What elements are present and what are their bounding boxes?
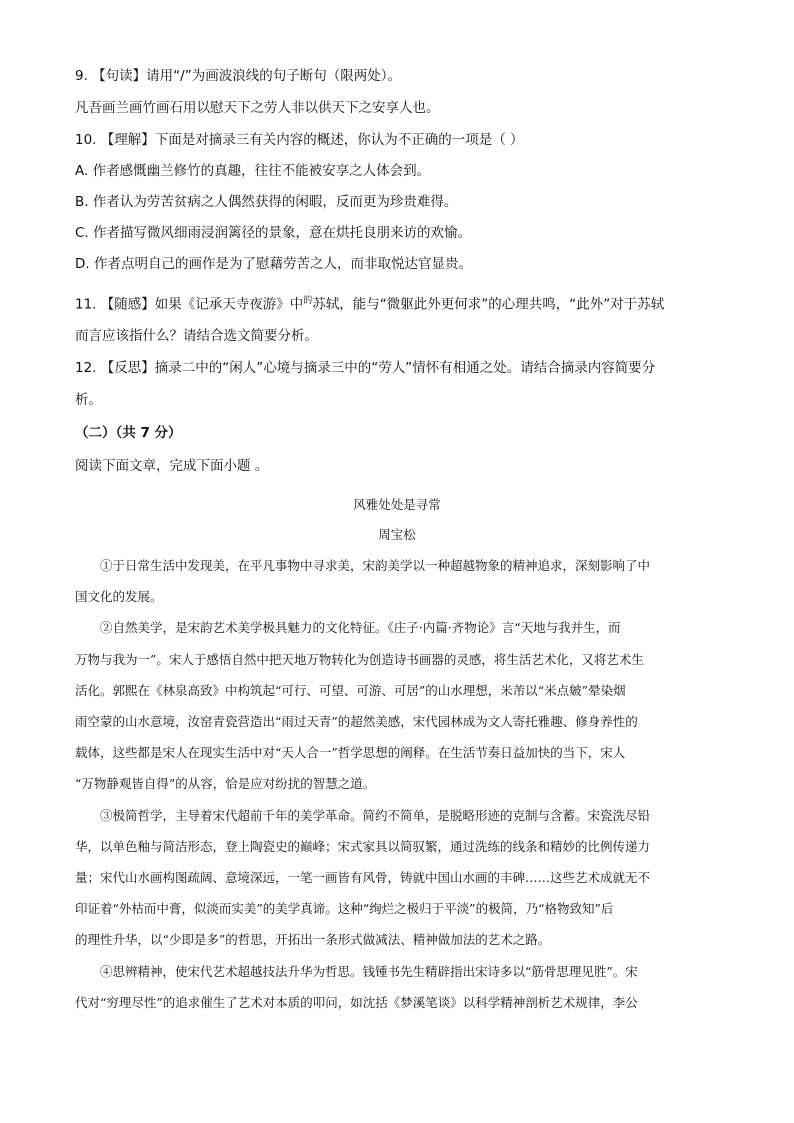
question-11-stray-char: 的: [303, 296, 313, 306]
question-11-line-1: [75, 291, 664, 315]
question-12-line-1: 12. 【反思】摘录二中的“闲人”心境与摘录三中的“劳人”情怀有相通之处。请结合摘录内容简要分: [75, 360, 656, 376]
question-10: 10. 【理解】下面是对摘录三有关内容的概述，你认为不正确的一项是（ ）: [75, 132, 524, 148]
article-line: ②自然美学，是宋韵艺术美学极具魅力的文化特征。《庄子·内篇·齐物论》言“天地与我并生，而: [75, 620, 621, 636]
question-9: 9. 【句读】请用“/”为画波浪线的句子断句（限两处）。: [75, 68, 401, 84]
question-10-option-b: B. 作者认为劳苦贫病之人偶然获得的闲暇，反而更为珍贵难得。: [75, 194, 458, 210]
article-line: 印证着“外枯而中膏，似淡而实美”的美学真谛。这种“绚烂之极归于平淡”的极简，乃“格物致知”后: [75, 901, 614, 917]
article-line: 国文化的发展。: [75, 589, 163, 605]
article-line: 华，以单色釉与简洁形态，登上陶瓷史的巅峰；宋式家具以简驭繁，通过洗练的线条和精妙的比例传递力: [75, 838, 651, 854]
question-10-option-a: A. 作者感慨幽兰修竹的真趣，往往不能被安享之人体会到。: [75, 163, 431, 179]
question-12-line-2: 析。: [75, 392, 102, 408]
article-line: 的理性升华，以“少即是多”的哲思，开拓出一条形式做减法、精神做加法的艺术之路。: [75, 932, 551, 948]
question-11-line-2: 而言应该指什么？请结合选文简要分析。: [75, 328, 318, 344]
article-line: “万物静观皆自得”的从容，恰是应对纷扰的智慧之道。: [75, 776, 376, 792]
article-line: 雨空蒙的山水意境，汝窑青瓷营造出“雨过天青”的超然美感，宋代园林成为文人寄托雅趣、修身养性的: [75, 714, 638, 729]
article-line: 量；宋代山水画构图疏阔、意境深远，一笔一画皆有风骨，铸就中国山水画的丰碑……这些艺术成就无不: [75, 870, 651, 885]
question-11-text-a: 11. 【随感】如果《记承天寺夜游》中: [75, 296, 304, 313]
section-heading: （二）（共 7 分）: [75, 425, 182, 441]
article-line: ④思辨精神，使宋代艺术超越技法升华为哲思。钱锺书先生精辟指出宋诗多以“筋骨思理见胜”。宋: [75, 963, 638, 979]
article-line: 载体，这些都是宋人在现实生活中对“天人合一”哲学思想的阐释。在生活节奏日益加快的当下，宋人: [75, 745, 626, 761]
article-line: 代对“穷理尽性”的追求催生了艺术对本质的叩问，如沈括《梦溪笔谈》以科学精神剖析艺术规律，李公: [75, 994, 638, 1010]
question-10-option-c: C. 作者描写微风细雨浸润篱径的景象，意在烘托良朋来访的欢愉。: [75, 225, 472, 241]
question-11-text-b: 苏轼，能与“微躯此外更何求”的心理共鸣，“此外”对于苏轼: [312, 296, 665, 313]
article-title: 风雅处处是寻常: [353, 497, 441, 512]
question-9-sentence: 凡吾画兰画竹画石用以慰天下之劳人非以供天下之安享人也。: [75, 100, 440, 116]
section-instruction: 阅读下面文章，完成下面小题 。: [75, 458, 269, 474]
article-author: 周宝松: [378, 527, 416, 542]
question-10-option-d: D. 作者点明自己的画作是为了慰藉劳苦之人，而非取悦达官显贵。: [75, 256, 472, 272]
article-line: 活化。郭熙在《林泉高致》中构筑起“可行、可望、可游、可居”的山水理想，米芾以“米点皴”晕染烟: [75, 682, 626, 698]
article-line: ①于日常生活中发现美，在平凡事物中寻求美，宋韵美学以一种超越物象的精神追求，深刻影响了中: [75, 558, 651, 573]
article-line: 万物与我为一”。宋人于感悟自然中把天地万物转化为创造诗书画器的灵感，将生活艺术化，又将艺术生: [75, 651, 644, 667]
article-line: ③极简哲学，主导着宋代超前千年的美学革命。简约不简单，是脱略形迹的克制与含蓄。宋瓷洗尽铅: [75, 807, 651, 823]
